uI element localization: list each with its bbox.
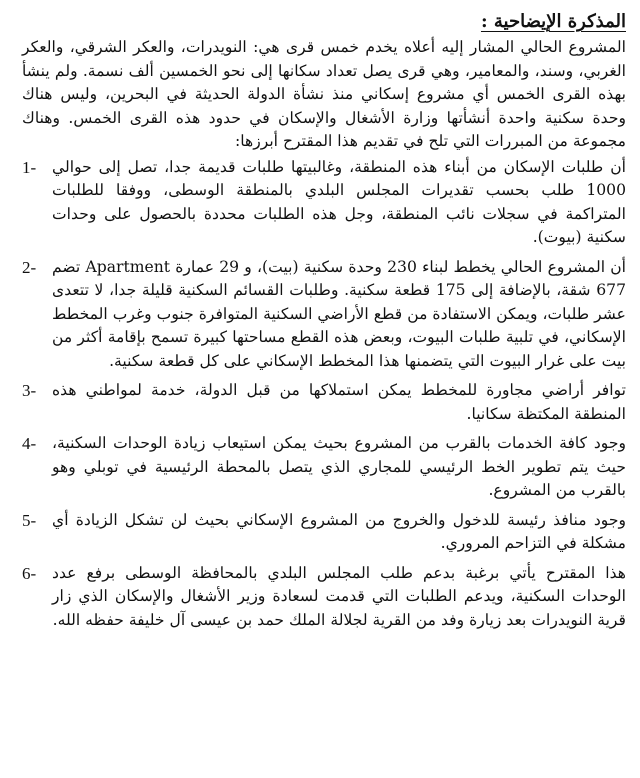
item-text: وجود كافة الخدمات بالقرب من المشروع بحيث يمكن استيعاب زيادة الوحدات السكنية، حيث يتم تطوير الخط الرئيسي للمجاري الذي يتصل بالمحطة الرئيسية في توبلي وهو بالقرب من المشروع. [52,434,626,499]
item-number: 2- [22,257,37,277]
intro-paragraph: المشروع الحالي المشار إليه أعلاه يخدم خمس قرى هي: النويدرات، والعكر الشرقي، والعكر الغربي، وسند، والمعامير، وهي قرى يصل تعداد سكانها إلى نحو الخمسين ألف نسمة. ولم ينشأ بهذه القرى الخمس أي مشروع إسكاني منذ نشأة الدولة الحديثة في البحرين، وليس هناك وحدة سكنية واحدة أنشأتها وزارة الأشغال والإسكان في حدود هذه القرى الخمس. وهناك مجموعة من المبررات التي تلح في تقديم هذا المقترح أبرزها: [22,38,626,150]
item-number: 5- [22,510,37,530]
item-text: توافر أراضي مجاورة للمخطط يمكن استملاكها من قبل الدولة، خدمة لمواطني هذه المنطقة المكتظة سكانيا. [52,381,626,423]
item-text: هذا المقترح يأتي برغبة بدعم طلب المجلس البلدي بالمحافظة الوسطى برفع عدد الوحدات السكنية، ويدعم الطلبات التي قدمت لسعادة وزير الأشغال والإسكان الذي زار قرية النويدرات بعد زيارة وفد من القرية لجلالة الملك حمد بن عيسى آل خليفة حفظه الله. [52,563,626,629]
item-number: 1- [22,157,37,177]
list-item [22,509,626,556]
item-text: أن المشروع الحالي يخطط لبناء 230 وحدة سكنية (بيت)، و 29 عمارة Apartment تضم 677 شقة، بالإضافة إلى 175 قطعة سكنية. وطلبات القسائم السكنية قليلة جدا، لا تتعدى عشر طلبات، ويمكن الاستفادة من قطع الأراضي السكنية المتوافرة جنوب وغرب المخطط الإسكاني، في تلبية طلبات البيوت، وبعض هذه القطع مساحتها كبيرة تسمح بإقامة أكثر من بيت على غرار البيوت التي يتضمنها هذا المخطط الإسكاني على كل قطعة سكنية. [52,257,627,370]
item-number: 4- [22,434,37,453]
item-text: أن طلبات الإسكان من أبناء هذه المنطقة، وغالبيتها طلبات قديمة جدا، تصل إلى حوالي 1000 طلب بحسب تقديرات المجلس البلدي بالمنطقة الوسطى، ووفقا للطلبات المتراكمة في سجلات نائب المنطقة، وجل هذه الطلبات محددة بالحصول على وحدات سكنية (بيوت). [52,157,626,246]
document-title: المذكرة الإيضاحية : [480,11,626,32]
justifications-list [22,156,626,633]
item-number: 6- [22,563,37,583]
list-item [22,256,626,374]
list-item [22,156,626,250]
list-item [22,432,626,503]
list-item [22,379,626,426]
list-item [22,562,626,633]
item-number: 3- [22,381,37,400]
item-text: وجود منافذ رئيسة للدخول والخروج من المشروع الإسكاني بحيث لن تشكل الزيادة أي مشكلة في التزاحم المروري. [52,510,626,552]
